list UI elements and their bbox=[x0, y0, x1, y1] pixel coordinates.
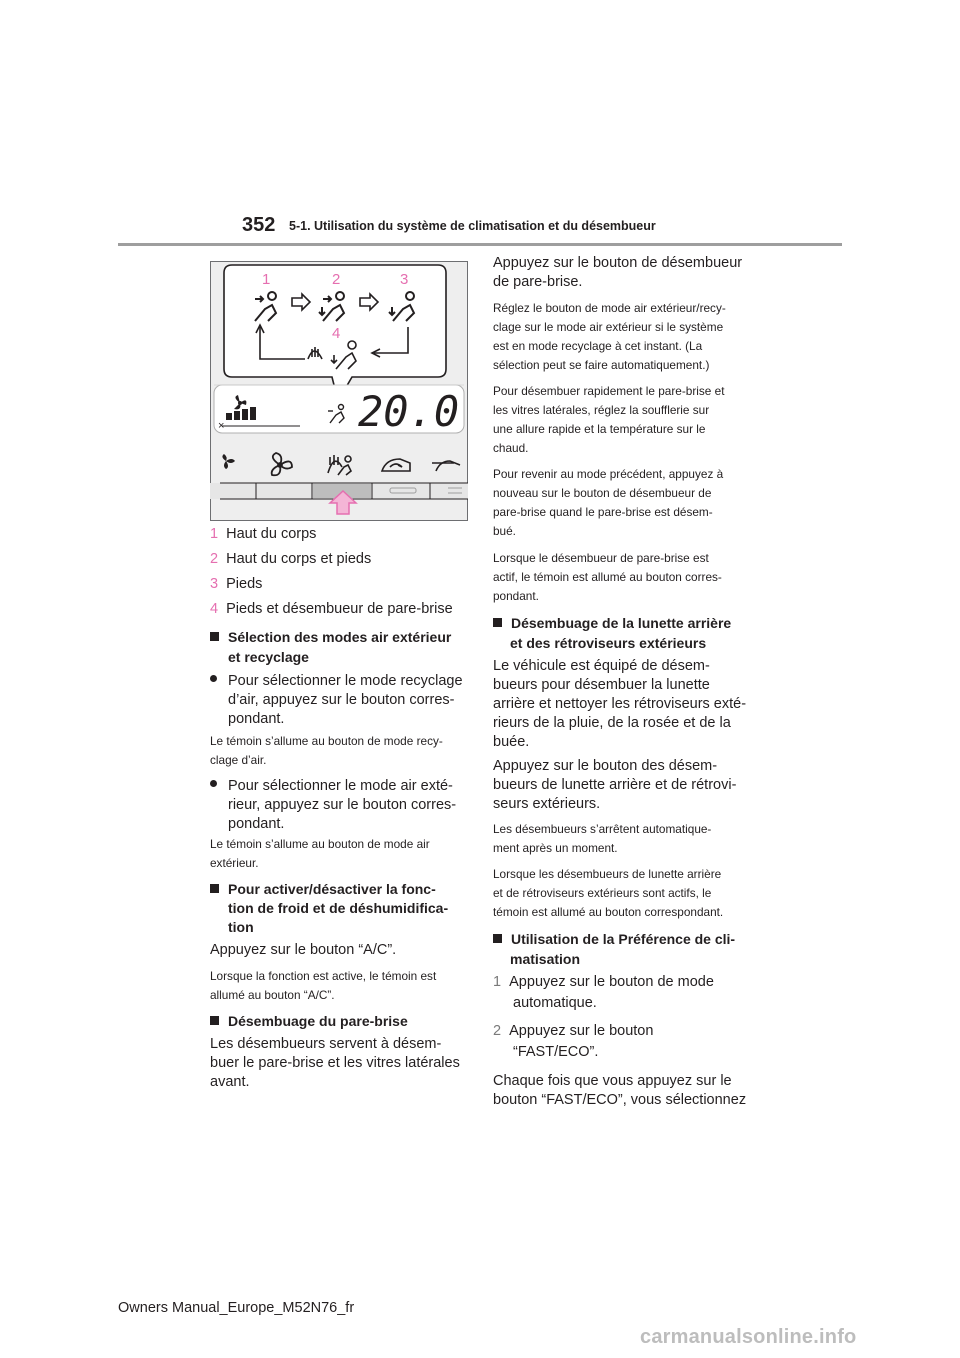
square-bullet-icon bbox=[210, 884, 219, 893]
callout-4: 4 bbox=[332, 325, 341, 342]
bullet-text: d’air, appuyez sur le bouton corres- bbox=[228, 692, 455, 708]
note-text: est en mode recyclage à cet instant. (La bbox=[493, 339, 703, 353]
paragraph: buée. bbox=[493, 734, 530, 750]
note-text: Lorsque la fonction est active, le témoin est bbox=[210, 969, 437, 983]
section-heading: matisation bbox=[510, 951, 581, 967]
paragraph: avant. bbox=[210, 1074, 250, 1090]
note-text: sélection peut se faire automatiquement.) bbox=[493, 358, 710, 372]
note-text: Lorsque le désembueur de pare-brise est bbox=[493, 551, 709, 565]
section-heading: Pour activer/désactiver la fonc- bbox=[210, 880, 436, 900]
note-text: Lorsque les désembueurs de lunette arrière bbox=[493, 867, 722, 881]
bullet-icon bbox=[210, 675, 217, 682]
temperature-display: 20.0 bbox=[358, 387, 460, 436]
note-text: Pour revenir au mode précédent, appuyez à bbox=[493, 467, 724, 481]
note-text: Pour désembuer rapidement le pare-brise et bbox=[493, 384, 725, 398]
square-bullet-icon bbox=[210, 632, 219, 641]
legend-item-1: 1 Haut du corps bbox=[210, 526, 317, 542]
note-text: Réglez le bouton de mode air extérieur/recy- bbox=[493, 301, 726, 315]
note-text: les vitres latérales, réglez la soufflerie sur bbox=[493, 403, 710, 417]
climate-panel-figure bbox=[210, 261, 468, 521]
note-text: témoin est allumé au bouton correspondant. bbox=[493, 905, 724, 919]
paragraph: rieurs de la pluie, de la rosée et de la bbox=[493, 715, 731, 731]
legend-item-3: 3 Pieds bbox=[210, 576, 263, 592]
step-item: 1 Appuyez sur le bouton de mode bbox=[493, 974, 714, 990]
note-text: clage d’air. bbox=[210, 753, 267, 767]
square-bullet-icon bbox=[493, 618, 502, 627]
note-text: et de rétroviseurs extérieurs sont actifs, le bbox=[493, 886, 712, 900]
section-title: 5-1. Utilisation du système de climatisation et du désembueur bbox=[289, 219, 656, 233]
legend-item-4: 4 Pieds et désembueur de pare-brise bbox=[210, 601, 453, 617]
svg-text:×: × bbox=[218, 420, 225, 432]
section-heading: tion de froid et de déshumidifica- bbox=[228, 900, 449, 916]
section-heading: Désembuage du pare-brise bbox=[210, 1012, 408, 1032]
note-text: Les désembueurs s’arrêtent automatique- bbox=[493, 822, 712, 836]
paragraph: bouton “FAST/ECO”, vous sélectionnez bbox=[493, 1092, 747, 1108]
section-heading: Désembuage de la lunette arrière bbox=[493, 614, 731, 634]
page-number: 352 bbox=[242, 214, 276, 236]
bullet-text: rieur, appuyez sur le bouton corres- bbox=[228, 797, 457, 813]
paragraph: Appuyez sur le bouton de désembueur bbox=[493, 255, 743, 271]
footer-doc-name: Owners Manual_Europe_M52N76_fr bbox=[118, 1300, 355, 1316]
bullet-item: Pour sélectionner le mode air exté- bbox=[210, 777, 453, 797]
callout-2: 2 bbox=[332, 271, 341, 288]
section-heading: tion bbox=[228, 919, 254, 935]
callout-1: 1 bbox=[262, 271, 271, 288]
note-text: clage sur le mode air extérieur si le système bbox=[493, 320, 724, 334]
square-bullet-icon bbox=[493, 934, 502, 943]
section-heading: et des rétroviseurs extérieurs bbox=[510, 635, 707, 651]
paragraph: arrière et nettoyer les rétroviseurs exté- bbox=[493, 696, 747, 712]
bullet-icon bbox=[210, 780, 217, 787]
callout-3: 3 bbox=[400, 271, 409, 288]
bullet-item: Pour sélectionner le mode recyclage bbox=[210, 672, 463, 692]
legend-item-2: 2 Haut du corps et pieds bbox=[210, 551, 372, 567]
paragraph: bueurs pour désembuer la lunette bbox=[493, 677, 710, 693]
bullet-text: pondant. bbox=[228, 816, 285, 832]
header-divider bbox=[118, 243, 842, 246]
paragraph: Le véhicule est équipé de désem- bbox=[493, 658, 710, 674]
paragraph: de pare-brise. bbox=[493, 274, 583, 290]
note-text: actif, le témoin est allumé au bouton corres- bbox=[493, 570, 722, 584]
paragraph: Chaque fois que vous appuyez sur le bbox=[493, 1073, 732, 1089]
note-text: ment après un moment. bbox=[493, 841, 618, 855]
climate-panel-illustration bbox=[210, 261, 468, 521]
note-text: allumé au bouton “A/C”. bbox=[210, 988, 335, 1002]
watermark-credit: carmanualsonline.info bbox=[640, 1326, 857, 1348]
step-text: automatique. bbox=[513, 995, 597, 1011]
paragraph: Appuyez sur le bouton des désem- bbox=[493, 758, 718, 774]
section-heading: et recyclage bbox=[228, 649, 309, 665]
bullet-text: pondant. bbox=[228, 711, 285, 727]
note-text: extérieur. bbox=[210, 856, 259, 870]
paragraph: bueurs de lunette arrière et de rétrovi- bbox=[493, 777, 737, 793]
square-bullet-icon bbox=[210, 1016, 219, 1025]
note-text: Le témoin s’allume au bouton de mode air bbox=[210, 837, 430, 851]
note-text: chaud. bbox=[493, 441, 529, 455]
paragraph: buer le pare-brise et les vitres latérales bbox=[210, 1055, 460, 1071]
note-text: nouveau sur le bouton de désembueur de bbox=[493, 486, 712, 500]
section-heading: Sélection des modes air extérieur bbox=[210, 628, 451, 648]
note-text: pare-brise quand le pare-brise est désem- bbox=[493, 505, 713, 519]
step-text: “FAST/ECO”. bbox=[513, 1044, 599, 1060]
step-item: 2 Appuyez sur le bouton bbox=[493, 1023, 654, 1039]
paragraph: seurs extérieurs. bbox=[493, 796, 601, 812]
note-text: Le témoin s’allume au bouton de mode recy- bbox=[210, 734, 443, 748]
note-text: bué. bbox=[493, 524, 516, 538]
note-text: pondant. bbox=[493, 589, 539, 603]
paragraph: Les désembueurs servent à désem- bbox=[210, 1036, 442, 1052]
paragraph: Appuyez sur le bouton “A/C”. bbox=[210, 942, 397, 958]
note-text: une allure rapide et la température sur le bbox=[493, 422, 706, 436]
section-heading: Utilisation de la Préférence de cli- bbox=[493, 930, 735, 950]
